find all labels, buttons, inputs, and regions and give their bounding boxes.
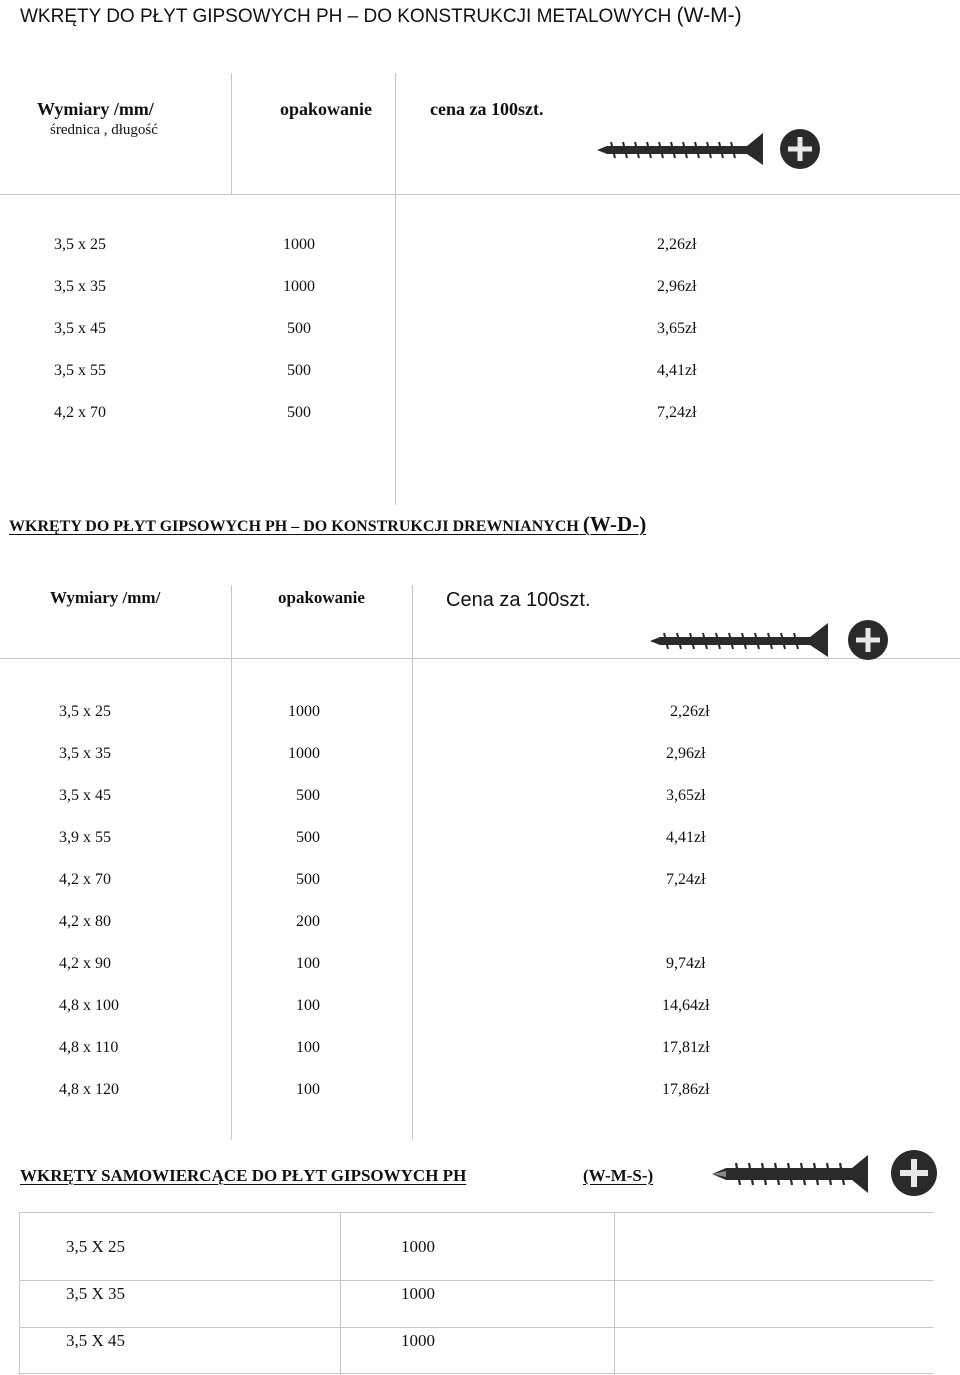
section2-row-3-pack: 500 xyxy=(296,829,320,846)
section1-row-1-price: 2,96zł xyxy=(657,278,697,295)
section1-row-1-pack: 1000 xyxy=(283,278,315,295)
section3-row-0-dim: 3,5 X 25 xyxy=(66,1237,126,1256)
self-drilling-screw-icon xyxy=(712,1152,872,1196)
section3-table-left-border xyxy=(19,1212,20,1375)
section3-row-1-pack: 1000 xyxy=(401,1284,435,1303)
section2-code: (W-D-) xyxy=(582,512,647,536)
section2-row-6-pack: 100 xyxy=(296,955,320,972)
section1-header-packaging: opakowanie xyxy=(280,99,373,119)
section2-row-0-pack: 1000 xyxy=(288,703,320,720)
section3-row-rule-2 xyxy=(19,1327,933,1328)
section1-row-2-pack: 500 xyxy=(287,320,311,337)
section2-row-2-dim: 3,5 x 45 xyxy=(59,787,111,804)
section3-title-text: WKRĘTY SAMOWIERCĄCE DO PŁYT GIPSOWYCH PH xyxy=(20,1166,467,1185)
section2-row-0-price: 2,26zł xyxy=(670,703,710,720)
section2-row-1-pack: 1000 xyxy=(288,745,320,762)
section1-code: (W-M-) xyxy=(676,4,742,27)
section2-row-6-dim: 4,2 x 90 xyxy=(59,955,111,972)
section3-row-0-pack: 1000 xyxy=(401,1237,435,1256)
section3-row-rule-1 xyxy=(19,1280,933,1281)
section3-col-divider-2 xyxy=(614,1212,615,1375)
section2-row-0-dim: 3,5 x 25 xyxy=(59,703,111,720)
section1-header-dimensions-sub: średnica , długość xyxy=(50,122,158,138)
section1-row-1-dim: 3,5 x 35 xyxy=(54,278,106,295)
section2-row-7-price: 14,64zł xyxy=(662,997,710,1014)
section1-header-rule xyxy=(0,194,960,195)
section2-header-dimensions: Wymiary /mm/ xyxy=(50,588,161,607)
section1-title-text: WKRĘTY DO PŁYT GIPSOWYCH PH – DO KONSTRUKCJI METALOWYCH xyxy=(20,6,672,27)
section2-row-9-pack: 100 xyxy=(296,1081,320,1098)
section1-row-2-price: 3,65zł xyxy=(657,320,697,337)
section1-row-4-dim: 4,2 x 70 xyxy=(54,404,106,421)
section1-row-3-dim: 3,5 x 55 xyxy=(54,362,106,379)
section2-row-9-price: 17,86zł xyxy=(662,1081,710,1098)
section2-title xyxy=(9,512,646,537)
section1-header-price: cena za 100szt. xyxy=(430,99,544,119)
section2-row-3-dim: 3,9 x 55 xyxy=(59,829,111,846)
section2-row-8-dim: 4,8 x 110 xyxy=(59,1039,119,1056)
section1-row-0-price: 2,26zł xyxy=(657,236,697,253)
section2-row-4-price: 7,24zł xyxy=(666,871,706,888)
section2-row-5-dim: 4,2 x 80 xyxy=(59,913,111,930)
section2-title-text: WKRĘTY DO PŁYT GIPSOWYCH PH – DO KONSTRUKCJI DREWNIANYCH xyxy=(9,518,583,535)
section2-col-divider-1 xyxy=(231,585,232,1140)
section2-row-6-price: 9,74zł xyxy=(666,955,706,972)
section1-row-4-price: 7,24zł xyxy=(657,404,697,421)
section2-row-5-pack: 200 xyxy=(296,913,320,930)
section2-row-8-price: 17,81zł xyxy=(662,1039,710,1056)
section2-row-2-pack: 500 xyxy=(296,787,320,804)
section3-table-bottom-border xyxy=(19,1373,933,1374)
section3-row-1-dim: 3,5 X 35 xyxy=(66,1284,126,1303)
section1-header-dimensions: Wymiary /mm/ xyxy=(37,99,154,119)
phillips-head-icon xyxy=(847,619,889,661)
section2-row-4-dim: 4,2 x 70 xyxy=(59,871,111,888)
section2-row-3-price: 4,41zł xyxy=(666,829,706,846)
section1-col-divider-2 xyxy=(395,73,396,505)
section2-row-1-price: 2,96zł xyxy=(666,745,706,762)
section1-row-3-price: 4,41zł xyxy=(657,362,697,379)
section1-row-3-pack: 500 xyxy=(287,362,311,379)
section2-row-2-price: 3,65zł xyxy=(666,787,706,804)
section2-row-7-pack: 100 xyxy=(296,997,320,1014)
section2-row-4-pack: 500 xyxy=(296,871,320,888)
section1-row-4-pack: 500 xyxy=(287,404,311,421)
section3-col-divider-1 xyxy=(340,1212,341,1375)
section3-table-top-border xyxy=(19,1212,933,1213)
section1-row-0-dim: 3,5 x 25 xyxy=(54,236,106,253)
drywall-screw-icon xyxy=(597,129,767,169)
section2-row-1-dim: 3,5 x 35 xyxy=(59,745,111,762)
section3-row-2-dim: 3,5 X 45 xyxy=(66,1331,126,1350)
section1-row-2-dim: 3,5 x 45 xyxy=(54,320,106,337)
phillips-head-icon xyxy=(779,128,821,170)
section2-row-9-dim: 4,8 x 120 xyxy=(59,1081,119,1098)
section2-header-packaging: opakowanie xyxy=(278,588,365,607)
section2-col-divider-2 xyxy=(412,585,413,1140)
section1-col-divider-1 xyxy=(231,73,232,195)
section2-row-8-pack: 100 xyxy=(296,1039,320,1056)
section3-row-2-pack: 1000 xyxy=(401,1331,435,1350)
section3-code: (W-M-S-) xyxy=(583,1166,654,1185)
section1-title xyxy=(20,4,742,28)
section3-title xyxy=(20,1166,466,1186)
phillips-head-icon xyxy=(890,1149,938,1197)
section2-header-price: Cena za 100szt. xyxy=(446,589,591,611)
section1-row-0-pack: 1000 xyxy=(283,236,315,253)
section2-row-7-dim: 4,8 x 100 xyxy=(59,997,119,1014)
drywall-screw-icon xyxy=(650,620,830,660)
